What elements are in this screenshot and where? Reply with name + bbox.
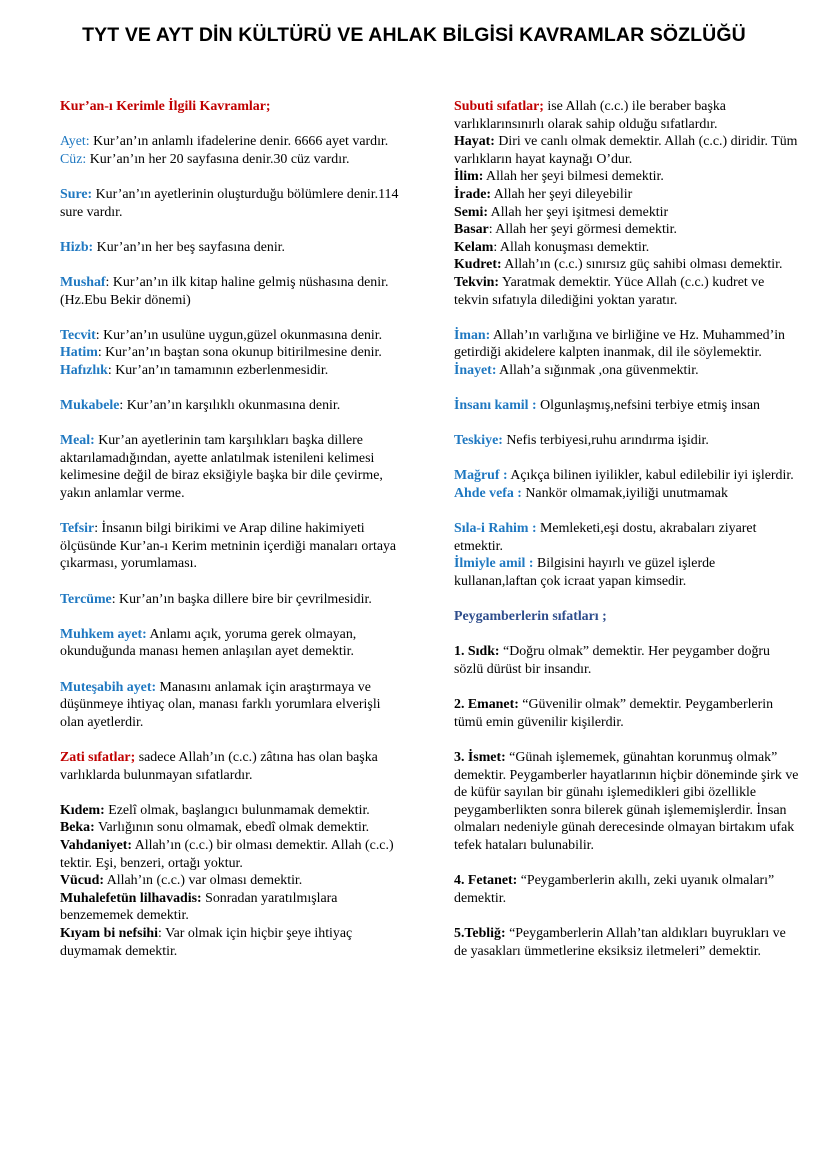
entry-definition: Kur’an’ın anlamlı ifadelerine denir. 6666 ayet vardır. xyxy=(89,134,389,150)
entry-term: Sure: xyxy=(60,186,93,202)
spacer xyxy=(60,784,405,802)
spacer xyxy=(454,907,799,925)
entry-definition: Allah’ın varlığına ve birliğine ve Hz. Muhammed’in getirdiği akidelere kalpten inanmak, dil ile söylemektir. xyxy=(454,327,785,361)
entry-definition: Kur’an’ın ayetlerinin oluşturduğu bölümlere denir.114 sure vardır. xyxy=(60,186,399,220)
entry-definition: Allah’ın (c.c.) var olması demektir. xyxy=(104,873,303,889)
entry-definition: Nefis terbiyesi,ruhu arındırma işidir. xyxy=(502,433,709,449)
entry-term: Ayet: xyxy=(60,134,90,150)
spacer xyxy=(454,626,799,644)
entry-definition: Allah’ın (c.c.) sınırsız güç sahibi olması demektir. xyxy=(501,257,783,273)
spacer xyxy=(60,116,405,134)
entry-term: Hizb: xyxy=(60,239,94,255)
entry-definition: Varlığının sonu olmamak, ebedî olmak demektir. xyxy=(94,820,370,836)
entry-term: Cüz: xyxy=(60,151,87,167)
entry-definition: sadece Allah’ın (c.c.) zâtına has olan başka varlıklarda bulunmayan sıfatlardır. xyxy=(60,749,378,783)
spacer xyxy=(60,168,405,186)
glossary-entry-tekvin xyxy=(454,274,799,309)
entry-term: Teskiye: xyxy=(454,433,503,449)
entry-definition: “Peygamberlerin Allah’tan aldıkları buyrukları ve de yasakları ümmetlerine eksiksiz iletmeleri” demektir. xyxy=(454,925,786,959)
entry-definition: Nankör olmamak,iyiliği unutmamak xyxy=(521,486,728,502)
glossary-entry-hatim xyxy=(60,344,405,362)
entry-definition: Yaratmak demektir. Yüce Allah (c.c.) kudret ve tekvin sıfatıyla dilediğini yoktan yaratır. xyxy=(454,274,765,308)
entry-definition: : Kur’an’ın karşılıklı okunmasına denir. xyxy=(119,398,341,414)
entry-term: Mushaf xyxy=(60,274,106,290)
entry-term: Semi: xyxy=(454,204,488,220)
entry-definition: : İnsanın bilgi birikimi ve Arap diline hakimiyeti ölçüsünde Kur’an-ı Kerim metninin içerdiği manaları ortaya çıkarması, yorumlaması. xyxy=(60,521,397,572)
entry-definition: : Kur’an’ın ilk kitap haline gelmiş nüshasına denir. (Hz.Ebu Bekir dönemi) xyxy=(60,274,389,308)
entry-definition: : Allah her şeyi görmesi demektir. xyxy=(488,222,677,238)
glossary-entry-2-emanet xyxy=(454,696,799,731)
entry-definition: “Günah işlememek, günahtan korunmuş olmak” demektir. Peygamberler hayatlarının hiçbir döneminde şirk ve de küfür sayılan bir günahı işlemedikleri gibi özellikle peygamberlikten sonra bilerek günah işlememişlerdir. İnsan olmaları nedeniyle günah derecesinde olmayan birtakım ufak tefek hataları bulunabilir. xyxy=(454,749,799,853)
entry-definition: : Kur’an’ın tamamının ezberlenmesidir. xyxy=(107,362,329,378)
glossary-entry-mushaf xyxy=(60,274,405,309)
entry-term: İrade: xyxy=(454,186,492,202)
glossary-entry-semi xyxy=(454,204,799,222)
entry-definition: Allah her şeyi işitmesi demektir xyxy=(487,204,669,220)
spacer xyxy=(60,380,405,398)
spacer xyxy=(454,731,799,749)
spacer xyxy=(60,221,405,239)
spacer xyxy=(454,450,799,468)
glossary-entry-tecvit xyxy=(60,327,405,345)
spacer xyxy=(60,503,405,521)
entry-term: Kur’an-ı Kerimle İlgili Kavramlar; xyxy=(60,99,271,114)
entry-term: İlmiyle amil : xyxy=(454,556,534,572)
entry-term: Tercüme xyxy=(60,591,112,607)
glossary-entry-peygamberlerin-s-fatlar xyxy=(454,608,799,626)
entry-definition: Anlamı açık, yoruma gerek olmayan, okunduğunda manası hemen anlaşılan ayet demektir. xyxy=(60,626,357,660)
glossary-entry-zati-s-fatlar xyxy=(60,749,405,784)
entry-term: 5.Tebliğ: xyxy=(454,925,506,941)
glossary-entry-kelam xyxy=(454,239,799,257)
entry-term: Zati sıfatlar; xyxy=(60,749,136,765)
glossary-entry-s-la-i-rahim xyxy=(454,520,799,555)
glossary-entry-terc-me xyxy=(60,591,405,609)
entry-definition: Kur’an ayetlerinin tam karşılıkları başka dillere aktarılamadığından, ayette anlatılmak istenileni kelimesi kelimesine değil de biraz eksiğiyle başka bir dile çevirme, yakın anlamlar verme. xyxy=(60,433,383,502)
entry-definition: : Kur’an’ın başka dillere bire bir çevrilmesidir. xyxy=(111,591,372,607)
glossary-entry-5-tebli xyxy=(454,925,799,960)
entry-term: Tecvit xyxy=(60,327,96,343)
spacer xyxy=(454,503,799,521)
glossary-entry-i-lim xyxy=(454,168,799,186)
entry-term: Subuti sıfatlar; xyxy=(454,99,544,114)
entry-definition: Sonradan yaratılmışlara benzememek demektir. xyxy=(60,890,338,924)
glossary-entry-hizb xyxy=(60,239,405,257)
glossary-entry-muhkem-ayet xyxy=(60,626,405,661)
entry-term: Ahde vefa : xyxy=(454,486,522,502)
entry-term: İnsanı kamil : xyxy=(454,398,537,414)
entry-definition: Allah’a sığınmak ,ona güvenmektir. xyxy=(496,362,699,378)
glossary-entry-teskiye xyxy=(454,432,799,450)
entry-definition: : Allah konuşması demektir. xyxy=(493,239,650,255)
entry-term: Beka: xyxy=(60,820,95,836)
entry-definition: “Doğru olmak” demektir. Her peygamber doğru sözlü dürüst bir insandır. xyxy=(454,644,770,677)
entry-term: İnayet: xyxy=(454,362,497,378)
entry-definition: Olgunlaşmış,nefsini terbiye etmiş insan xyxy=(536,398,760,414)
entry-term: Tekvin: xyxy=(454,274,500,290)
entry-definition: Allah’ın (c.c.) bir olması demektir. Allah (c.c.) tektir. Eşi, benzeri, ortağı yoktur. xyxy=(60,837,394,871)
entry-definition: : Kur’an’ın usulüne uygun,güzel okunmasına denir. xyxy=(95,327,383,343)
glossary-entry-basar xyxy=(454,221,799,239)
entry-definition: Manasını anlamak için araştırmaya ve düşünmeye ihtiyaç olan, manası farklı yorumlara elverişli olan ayetlerdir. xyxy=(60,679,381,730)
entry-term: Vahdaniyet: xyxy=(60,837,133,853)
glossary-entry-1-s-dk xyxy=(454,643,799,678)
entry-definition: Diri ve canlı olmak demektir. Allah (c.c.) diridir. Tüm varlıkların hayat kaynağı O’dur. xyxy=(454,134,798,167)
glossary-entry-mukabele xyxy=(60,397,405,415)
glossary-entry-ayet xyxy=(60,133,405,151)
glossary-entry-i-nsan-kamil xyxy=(454,397,799,415)
glossary-entry-tefsir xyxy=(60,520,405,573)
entry-term: Kıyam bi nefsihi xyxy=(60,925,159,941)
page-title: TYT VE AYT DİN KÜLTÜRÜ VE AHLAK BİLGİSİ KAVRAMLAR SÖZLÜĞÜ xyxy=(82,24,746,46)
entry-definition: Allah her şeyi dileyebilir xyxy=(491,186,633,202)
spacer xyxy=(454,309,799,327)
glossary-entry-muhalefet-n-lilhavadis xyxy=(60,890,405,925)
glossary-entry-c-z xyxy=(60,151,405,169)
spacer xyxy=(60,415,405,433)
glossary-entry-k-yam-bi-nefsihi xyxy=(60,925,405,960)
entry-term: Kelam xyxy=(454,239,494,255)
glossary-entry-i-lmiyle-amil xyxy=(454,555,799,590)
entry-definition: Bilgisini hayırlı ve güzel işlerde kullanan,laftan çok icraat yapan kimsedir. xyxy=(454,556,716,590)
entry-definition: Memleketi,eşi dostu, akrabaları ziyaret etmektir. xyxy=(454,521,757,554)
glossary-entry-i-nayet xyxy=(454,362,799,380)
glossary-entry-mute-abih-ayet xyxy=(60,679,405,732)
spacer xyxy=(454,415,799,433)
glossary-entry-haf-zl-k xyxy=(60,362,405,380)
spacer xyxy=(60,309,405,327)
glossary-entry-meal xyxy=(60,432,405,502)
entry-definition: “Güvenilir olmak” demektir. Peygamberlerin tümü emin güvenilir kişilerdir. xyxy=(454,697,774,730)
glossary-entry-3-i-smet xyxy=(454,749,799,855)
entry-term: Meal: xyxy=(60,433,95,449)
glossary-entry-kur-an-kerimle-i-lgili-kavramlar xyxy=(60,98,405,116)
entry-term: Kıdem: xyxy=(60,802,105,818)
right-column xyxy=(454,98,799,960)
entry-term: Mukabele xyxy=(60,398,120,414)
glossary-entry-beka xyxy=(60,819,405,837)
entry-term: Kudret: xyxy=(454,257,502,273)
spacer xyxy=(60,573,405,591)
entry-term: Hayat: xyxy=(454,134,495,150)
entry-term: Peygamberlerin sıfatları ; xyxy=(454,609,607,625)
entry-definition: ise Allah (c.c.) ile beraber başka varlıklarınsınırlı olarak sahip olduğu sıfatlardır. xyxy=(454,99,726,132)
entry-term: Muhkem ayet: xyxy=(60,626,147,642)
entry-term: 2. Emanet: xyxy=(454,697,519,713)
glossary-entry-i-man xyxy=(454,327,799,362)
glossary-entry-v-cud xyxy=(60,872,405,890)
entry-term: Tefsir xyxy=(60,521,95,537)
entry-definition: “Peygamberlerin akıllı, zeki uyanık olmaları” demektir. xyxy=(454,873,775,906)
glossary-entry-vahdaniyet xyxy=(60,837,405,872)
spacer xyxy=(454,679,799,697)
glossary-entry-i-rade xyxy=(454,186,799,204)
entry-definition: Ezelî olmak, başlangıcı bulunmamak demektir. xyxy=(104,802,370,818)
glossary-entry-subuti-s-fatlar xyxy=(454,98,799,133)
spacer xyxy=(454,855,799,873)
entry-term: Hafızlık xyxy=(60,362,108,378)
spacer xyxy=(60,661,405,679)
spacer xyxy=(454,380,799,398)
entry-term: 4. Fetanet: xyxy=(454,873,518,889)
glossary-entry-k-dem xyxy=(60,802,405,820)
entry-term: İlim: xyxy=(454,169,484,185)
entry-definition: Kur’an’ın her beş sayfasına denir. xyxy=(93,239,286,255)
entry-term: Muteşabih ayet: xyxy=(60,679,157,695)
glossary-entry-4-fetanet xyxy=(454,872,799,907)
entry-term: Basar xyxy=(454,222,489,238)
glossary-entry-ahde-vefa xyxy=(454,485,799,503)
entry-term: 3. İsmet: xyxy=(454,749,506,765)
spacer xyxy=(60,608,405,626)
entry-definition: Açıkça bilinen iyilikler, kabul edilebilir iyi işlerdir. xyxy=(507,468,794,484)
entry-definition: : Var olmak için hiçbir şeye ihtiyaç duymamak demektir. xyxy=(60,925,353,959)
glossary-entry-kudret xyxy=(454,256,799,274)
entry-term: Muhalefetün lilhavadis: xyxy=(60,890,202,906)
entry-definition: : Kur’an’ın baştan sona okunup bitirilmesine denir. xyxy=(97,345,382,361)
entry-term: Vücud: xyxy=(60,873,104,889)
spacer xyxy=(454,591,799,609)
spacer xyxy=(60,256,405,274)
left-column xyxy=(60,98,405,960)
glossary-entry-ma-ruf xyxy=(454,467,799,485)
entry-term: 1. Sıdk: xyxy=(454,644,500,660)
entry-definition: Kur’an’ın her 20 sayfasına denir.30 cüz vardır. xyxy=(86,151,350,167)
entry-term: Hatim xyxy=(60,345,98,361)
glossary-entry-sure xyxy=(60,186,405,221)
entry-term: Mağruf : xyxy=(454,468,508,484)
entry-definition: Allah her şeyi bilmesi demektir. xyxy=(483,169,664,185)
spacer xyxy=(60,731,405,749)
glossary-entry-hayat xyxy=(454,133,799,168)
entry-term: Sıla-i Rahim : xyxy=(454,521,537,537)
entry-term: İman: xyxy=(454,327,491,343)
